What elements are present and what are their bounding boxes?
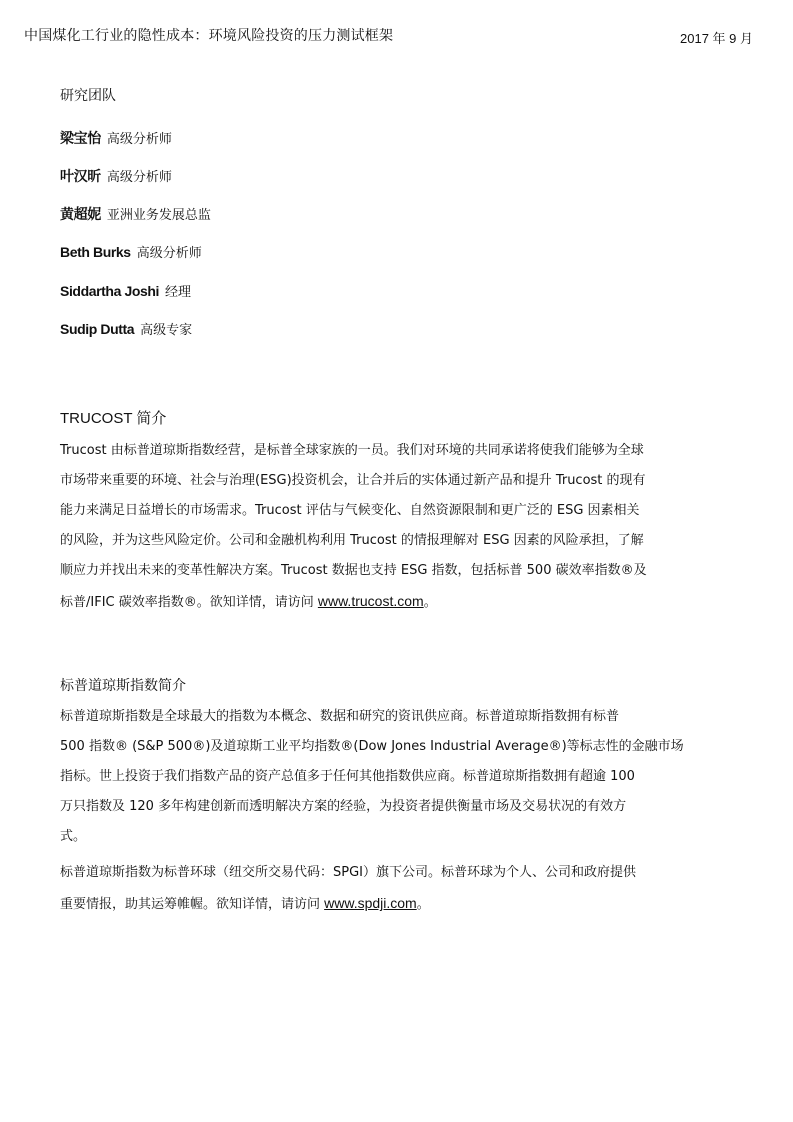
paragraph-line: 万只指数及 120 多年构建创新而透明解决方案的经验，为投资者提供衡量市场及交易状况的有效方 bbox=[60, 799, 627, 814]
trucost-heading: TRUCOST 简介 bbox=[60, 410, 167, 427]
member-role: 经理 bbox=[165, 285, 192, 300]
document-title: 中国煤化工行业的隐性成本：环境风险投资的压力测试框架 bbox=[24, 28, 394, 44]
team-member bbox=[60, 204, 211, 224]
paragraph-line: Trucost 由标普道琼斯指数经营，是标普全球家族的一员。我们对环境的共同承诺将使我们能够为全球 bbox=[60, 443, 644, 458]
paragraph-line bbox=[60, 888, 720, 920]
member-name: Beth Burks bbox=[60, 244, 131, 260]
document-date: 2017 年 9 月 bbox=[680, 31, 753, 46]
paragraph-line: 式。 bbox=[60, 829, 87, 844]
paragraph-line: 能力来满足日益增长的市场需求。Trucost 评估与气候变化、自然资源限制和更广泛的 ESG 因素相关 bbox=[60, 503, 640, 518]
team-member bbox=[60, 242, 202, 261]
paragraph-line: 标普道琼斯指数是全球最大的指数为本概念、数据和研究的资讯供应商。标普道琼斯指数拥有标普 bbox=[60, 709, 620, 724]
member-role: 高级专家 bbox=[140, 323, 193, 338]
member-role: 高级分析师 bbox=[106, 132, 172, 147]
member-name: Siddartha Joshi bbox=[60, 283, 160, 299]
team-member bbox=[60, 128, 172, 148]
team-heading: 研究团队 bbox=[60, 88, 116, 104]
paragraph-line: 市场带来重要的环境、社会与治理(ESG)投资机会，让合并后的实体通过新产品和提升 Trucost 的现有 bbox=[60, 473, 646, 488]
spdji-paragraph-2 bbox=[60, 858, 720, 920]
paragraph-line: 的风险，并为这些风险定价。公司和金融机构利用 Trucost 的情报理解对 ESG 因素的风险承担，了解 bbox=[60, 533, 644, 548]
line-text: 。 bbox=[423, 595, 437, 610]
member-name: 梁宝怡 bbox=[60, 130, 101, 146]
paragraph-line: 标普道琼斯指数为标普环球（纽交所交易代码：SPGI）旗下公司。标普环球为个人、公司和政府提供 bbox=[60, 865, 636, 880]
spdji-heading: 标普道琼斯指数简介 bbox=[60, 678, 186, 694]
spdji-paragraph-1 bbox=[60, 702, 720, 852]
team-member bbox=[60, 281, 191, 300]
trucost-paragraph bbox=[60, 436, 720, 618]
team-member bbox=[60, 166, 172, 186]
trucost-website-link[interactable]: www.trucost.com bbox=[317, 593, 424, 609]
paragraph-line bbox=[60, 586, 720, 618]
member-name: Sudip Dutta bbox=[60, 321, 135, 337]
member-role: 亚洲业务发展总监 bbox=[106, 208, 211, 223]
member-name: 叶汉昕 bbox=[60, 168, 101, 184]
member-role: 高级分析师 bbox=[136, 246, 202, 261]
line-text: 重要情报，助其运筹帷幄。欲知详情，请访问 bbox=[60, 897, 325, 912]
spdji-website-link[interactable]: www.spdji.com bbox=[324, 895, 417, 911]
paragraph-line: 500 指数® (S&P 500®)及道琼斯工业平均指数®(Dow Jones Industrial Average®)等标志性的金融市场 bbox=[60, 739, 684, 754]
line-text: 。 bbox=[416, 897, 430, 912]
member-name: 黄超妮 bbox=[60, 206, 101, 222]
paragraph-line: 顺应力并找出未来的变革性解决方案。Trucost 数据也支持 ESG 指数，包括标普 500 碳效率指数®及 bbox=[60, 563, 647, 578]
team-member bbox=[60, 319, 192, 338]
line-text: 标普/IFIC 碳效率指数®。欲知详情，请访问 bbox=[60, 595, 318, 610]
member-role: 高级分析师 bbox=[106, 170, 172, 185]
paragraph-line: 指标。世上投资于我们指数产品的资产总值多于任何其他指数供应商。标普道琼斯指数拥有超逾 100 bbox=[60, 769, 635, 784]
